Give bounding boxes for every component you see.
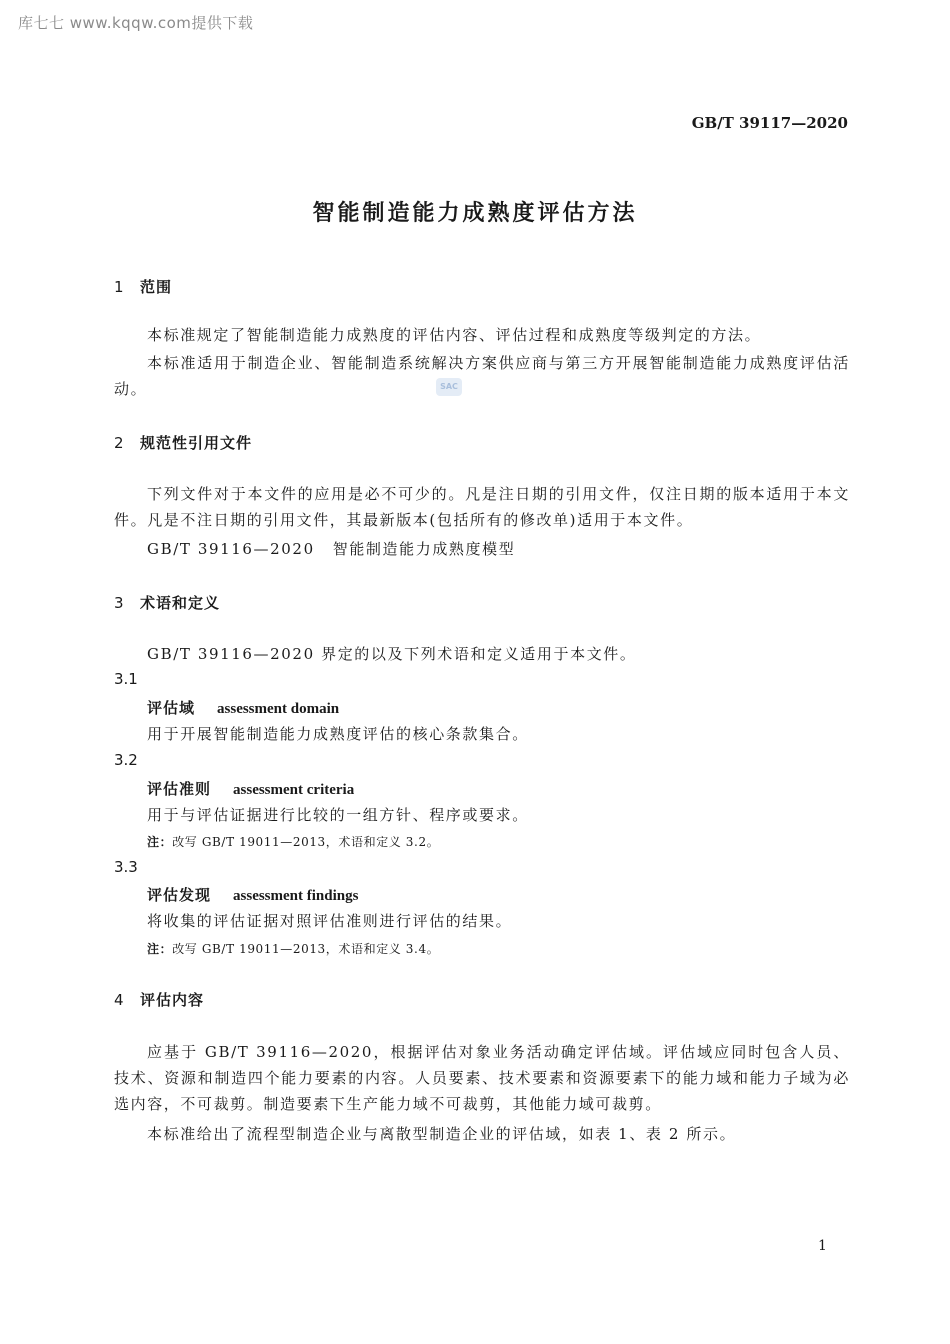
section-2-paragraph-1: 下列文件对于本文件的应用是必不可少的。凡是注日期的引用文件，仅注日期的版本适用于本文件。凡是不注日期的引用文件，其最新版本(包括所有的修改单)适用于本文件。 — [114, 485, 850, 529]
sac-logo-watermark: SAC — [436, 378, 462, 396]
standard-number: GB/T 39117—2020 — [691, 114, 848, 132]
section-3-intro: GB/T 39116—2020 界定的以及下列术语和定义适用于本文件。 — [147, 645, 637, 663]
term-zh: 评估发现 — [147, 886, 212, 904]
section-number: 3 — [114, 594, 125, 612]
term-definition: 将收集的评估证据对照评估准则进行评估的结果。 — [147, 912, 513, 930]
section-4-paragraph-2: 本标准给出了流程型制造企业与离散型制造企业的评估域，如表 1、表 2 所示。 — [147, 1125, 737, 1143]
section-3-heading — [114, 592, 220, 613]
term-en: assessment criteria — [233, 782, 355, 798]
reference-title: 智能制造能力成熟度模型 — [332, 540, 516, 558]
section-4-paragraph-1: 应基于 GB/T 39116—2020，根据评估对象业务活动确定评估域。评估域应同时包含人员、技术、资源和制造四个能力要素的内容。人员要素、技术要素和资源要素下的能力域和能力子域为必选内容，不可裁剪。制造要素下生产能力域不可裁剪，其他能力域可裁剪。 — [114, 1043, 850, 1113]
section-number: 2 — [114, 434, 125, 452]
section-1-paragraph-1: 本标准规定了智能制造能力成熟度的评估内容、评估过程和成熟度等级判定的方法。 — [147, 326, 762, 344]
section-title: 评估内容 — [140, 991, 205, 1009]
term-note — [147, 940, 439, 957]
section-1-paragraph-2: 本标准适用于制造企业、智能制造系统解决方案供应商与第三方开展智能制造能力成熟度评估活动。 — [114, 354, 850, 398]
term-number: 3.3 — [114, 858, 138, 876]
note-text: 改写 GB/T 19011—2013，术语和定义 3.4。 — [172, 942, 440, 956]
term-zh: 评估域 — [147, 699, 196, 717]
section-1-heading — [114, 276, 172, 297]
download-watermark: 库七七 www.kqqw.com提供下载 — [18, 14, 254, 32]
term-number: 3.2 — [114, 751, 138, 769]
term-note — [147, 833, 439, 850]
term-number: 3.1 — [114, 670, 138, 688]
note-label: 注： — [147, 942, 173, 956]
term-definition: 用于与评估证据进行比较的一组方针、程序或要求。 — [147, 806, 529, 824]
term-en: assessment findings — [233, 888, 359, 904]
section-title: 规范性引用文件 — [140, 434, 253, 452]
section-2-heading — [114, 432, 252, 453]
term-heading — [147, 697, 339, 718]
term-heading — [147, 884, 358, 905]
section-number: 1 — [114, 278, 125, 296]
section-title: 范围 — [140, 278, 173, 296]
reference-code: GB/T 39116—2020 — [147, 540, 315, 558]
term-definition: 用于开展智能制造能力成熟度评估的核心条款集合。 — [147, 725, 529, 743]
note-text: 改写 GB/T 19011—2013，术语和定义 3.2。 — [172, 835, 440, 849]
term-en: assessment domain — [217, 701, 340, 717]
section-number: 4 — [114, 991, 125, 1009]
section-title: 术语和定义 — [140, 594, 221, 612]
page-number: 1 — [818, 1238, 827, 1254]
document-title: 智能制造能力成熟度评估方法 — [312, 201, 638, 226]
term-zh: 评估准则 — [147, 780, 212, 798]
note-label: 注： — [147, 835, 173, 849]
section-4-heading — [114, 989, 204, 1010]
normative-reference — [147, 538, 515, 559]
term-heading — [147, 778, 354, 799]
